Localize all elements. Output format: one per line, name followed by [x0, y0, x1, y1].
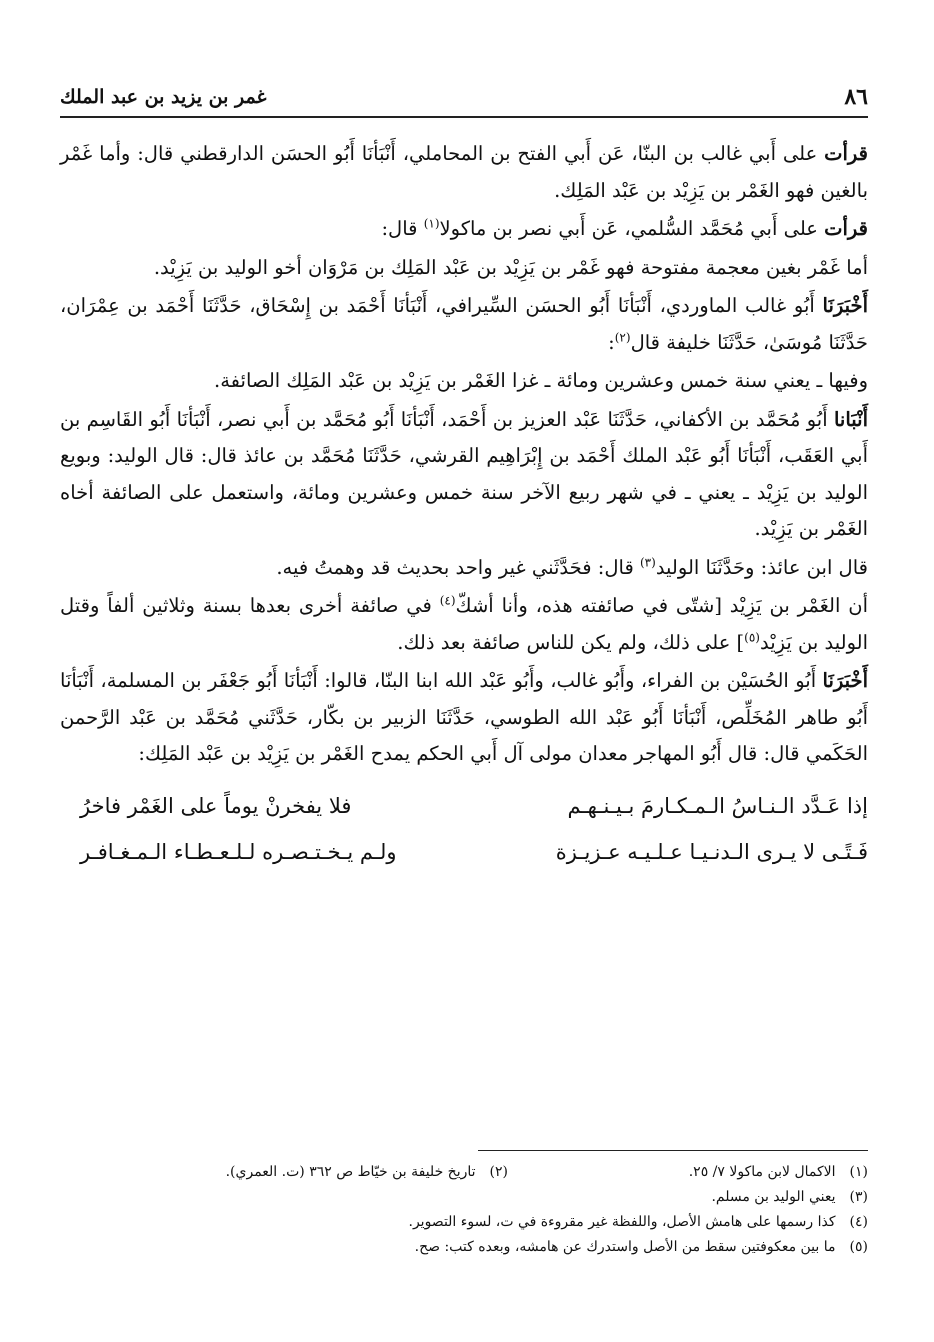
- footnote: [415, 1235, 868, 1260]
- footnotes: [60, 1160, 868, 1260]
- poem-verse: [60, 783, 868, 829]
- paragraph-keyword: قرأت: [824, 217, 868, 240]
- paragraph-text: في صائفة أخرى بعدها بسنة وثلاثين ألفاً وقتل الوليد بن يَزِيْد: [60, 594, 868, 654]
- poem-first-hemistich: فَـتًـى لا يـرى الـدنـيـا عـلـيـه عـزيـزة: [555, 839, 868, 864]
- footnote-text: ما بين معكوفتين سقط من الأصل واستدرك عن هامشه، وبعده كتب: صح.: [414, 1239, 836, 1255]
- paragraph: [60, 136, 868, 209]
- paragraph-text: قال ابن عائذ: وحَدَّثَنَا الوليد: [655, 555, 868, 579]
- paragraph-text: أَبُو غالب الماوردي، أَنْبَأنَا أَبُو الحسَن السِّيرافي، أَنْبَأنَا أَحْمَد بن إِسْحَاق، حَدَّثَنَا أَحْمَد بن عِمْرَان، حَدَّثَنَا مُوسَىٰ، حَدَّثَنَا خليفة قال: [60, 294, 868, 354]
- footnote-text: يعني الوليد بن مسلم.: [711, 1189, 836, 1205]
- poem: [60, 783, 868, 875]
- paragraph: [60, 288, 868, 361]
- poem-first-hemistich: إذا عَـدَّد الـنـاسُ الـمـكـارمَ بـيـنـهـم: [567, 793, 868, 818]
- paragraph-text: على أَبي غالب بن البنّا، عَن أَبي الفتح بن المحاملي، أَنْبَأنَا أَبُو الحسَن الدارقطني قال: وأما غَمْر بالغين فهو الغَمْر بن يَزِيْد بن عَبْد المَلِك.: [60, 142, 868, 202]
- paragraph-keyword: أَنْبَانا: [833, 407, 868, 431]
- poem-verse: [60, 829, 868, 875]
- footnote-row: [60, 1235, 868, 1260]
- footnote: [226, 1160, 508, 1185]
- footnote-row: [60, 1185, 868, 1210]
- footnote-number: (١): [849, 1164, 868, 1180]
- paragraph-text: على أَبي مُحَمَّد السُّلمي، عَن أَبي نصر بن ماكولا: [439, 217, 825, 240]
- paragraph: [60, 363, 868, 400]
- footnote: [508, 1160, 868, 1185]
- paragraph-text: أَبُو مُحَمَّد بن الأكفاني، حَدَّثَنَا عَبْد العزيز بن أَحْمَد، أَنْبَأنَا أَبُو مُحَمَّد بن أَبي نصر، أَنْبَأنَا أَبُو القَاسِم بن أَبي العَقَب، أَنْبَأنَا أَبُو عَبْد الملك أَحْمَد بن إِبْرَاهِيم القرشي، حَدَّثَنَا مُحَمَّد بن عائذ قال: قال الوليد: وبويع الوليد بن يَزِيْد ـ يعني ـ في شهر ربيع الآخر سنة خمس وعشرين ومائة، واستعمل على الصائفة أخاه الغَمْر بن يَزِيْد.: [60, 407, 868, 540]
- paragraph-text: أن الغَمْر بن يَزِيْد [شتّى في صائفته هذه، وأنا أشكّ: [455, 594, 868, 617]
- paragraph: [60, 663, 868, 773]
- footnote-marker[interactable]: (٥): [744, 630, 760, 644]
- footnote-number: (٥): [849, 1239, 868, 1255]
- footnote-marker[interactable]: (٤): [439, 593, 456, 608]
- footnote: [711, 1185, 868, 1210]
- paragraph-keyword: أَخْبَرَنَا: [822, 294, 868, 317]
- footnote-marker[interactable]: (٣): [639, 555, 656, 569]
- paragraph: [60, 402, 868, 548]
- footnote-row: [60, 1210, 868, 1235]
- paragraph: [60, 250, 868, 287]
- footnote-text: الاكمال لابن ماكولا ٧/ ٢٥.: [688, 1164, 836, 1180]
- paragraph-keyword: أَخْبَرَنَا: [822, 669, 868, 692]
- paragraph-text: :: [608, 330, 615, 354]
- main-text: [60, 136, 868, 875]
- page-number: ٨٦: [844, 84, 868, 110]
- footnote-number: (٤): [849, 1214, 868, 1230]
- footnote-row: [60, 1160, 868, 1185]
- running-title: غمر بن يزيد بن عبد الملك: [60, 86, 267, 108]
- footnote-marker[interactable]: (٢): [614, 330, 631, 344]
- footnote-text: تاريخ خليفة بن خيّاط ص ٣٦٢ (ت. العمري).: [225, 1164, 476, 1180]
- page-header: [60, 80, 868, 118]
- paragraph-text: ] على ذلك، ولم يكن للناس صائفة بعد ذلك.: [397, 630, 745, 654]
- paragraph: [60, 550, 868, 587]
- paragraph-text: أما غَمْر بغين معجمة مفتوحة فهو غَمْر بن يَزِيْد بن عَبْد المَلِك بن مَرْوَان أخو الوليد بن يَزِيْد.: [153, 255, 868, 279]
- paragraph-keyword: قرأت: [824, 142, 868, 165]
- paragraph-text: قال:: [381, 217, 424, 240]
- book-page: [60, 80, 868, 1320]
- poem-second-hemistich: فلا يفخرنْ يوماً على الغَمْر فاخرُ: [80, 793, 352, 818]
- poem-second-hemistich: ولـم يـخـتـصـره لـلـعـطـاء الـمـغـافـر: [80, 839, 397, 864]
- footnote-number: (٣): [849, 1189, 868, 1205]
- footnote: [409, 1210, 869, 1235]
- paragraph-text: قال: فحَدَّثَني غير واحد بحديث قد وهمتُ فيه.: [276, 555, 640, 579]
- paragraph-text: وفيها ـ يعني سنة خمس وعشرين ومائة ـ غزا الغَمْر بن يَزِيْد بن عَبْد المَلِك الصائفة.: [214, 369, 868, 392]
- footnote-number: (٢): [489, 1164, 508, 1180]
- footnote-text: كذا رسمها على هامش الأصل، واللفظة غير مقروءة في ت، لسوء التصوير.: [408, 1214, 836, 1230]
- paragraph: [60, 588, 868, 661]
- paragraph-text: أَبُو الحُسَيْن بن الفراء، وأَبُو غالب، وأَبُو عَبْد الله ابنا البنّا، قالوا: أَنْبَأنَا أَبُو جَعْفَر بن المسلمة، أَنْبَأنَا أَبُو طاهر المُخَلِّص، أَنْبَأنَا أَبُو عَبْد الله الطوسي، حَدَّثَنَا الزبير بن بكّار، حَدَّثَني مُحَمَّد بن عَبْد الرَّحمن الحَكَمي قال: قال أَبُو المهاجر معدان مولى آل أَبي الحكم يمدح الغَمْر بن يَزِيْد بن عَبْد المَلِك:: [60, 669, 868, 765]
- paragraph: [60, 211, 868, 248]
- footnote-marker[interactable]: (١): [423, 216, 440, 231]
- footnote-divider: [478, 1150, 868, 1151]
